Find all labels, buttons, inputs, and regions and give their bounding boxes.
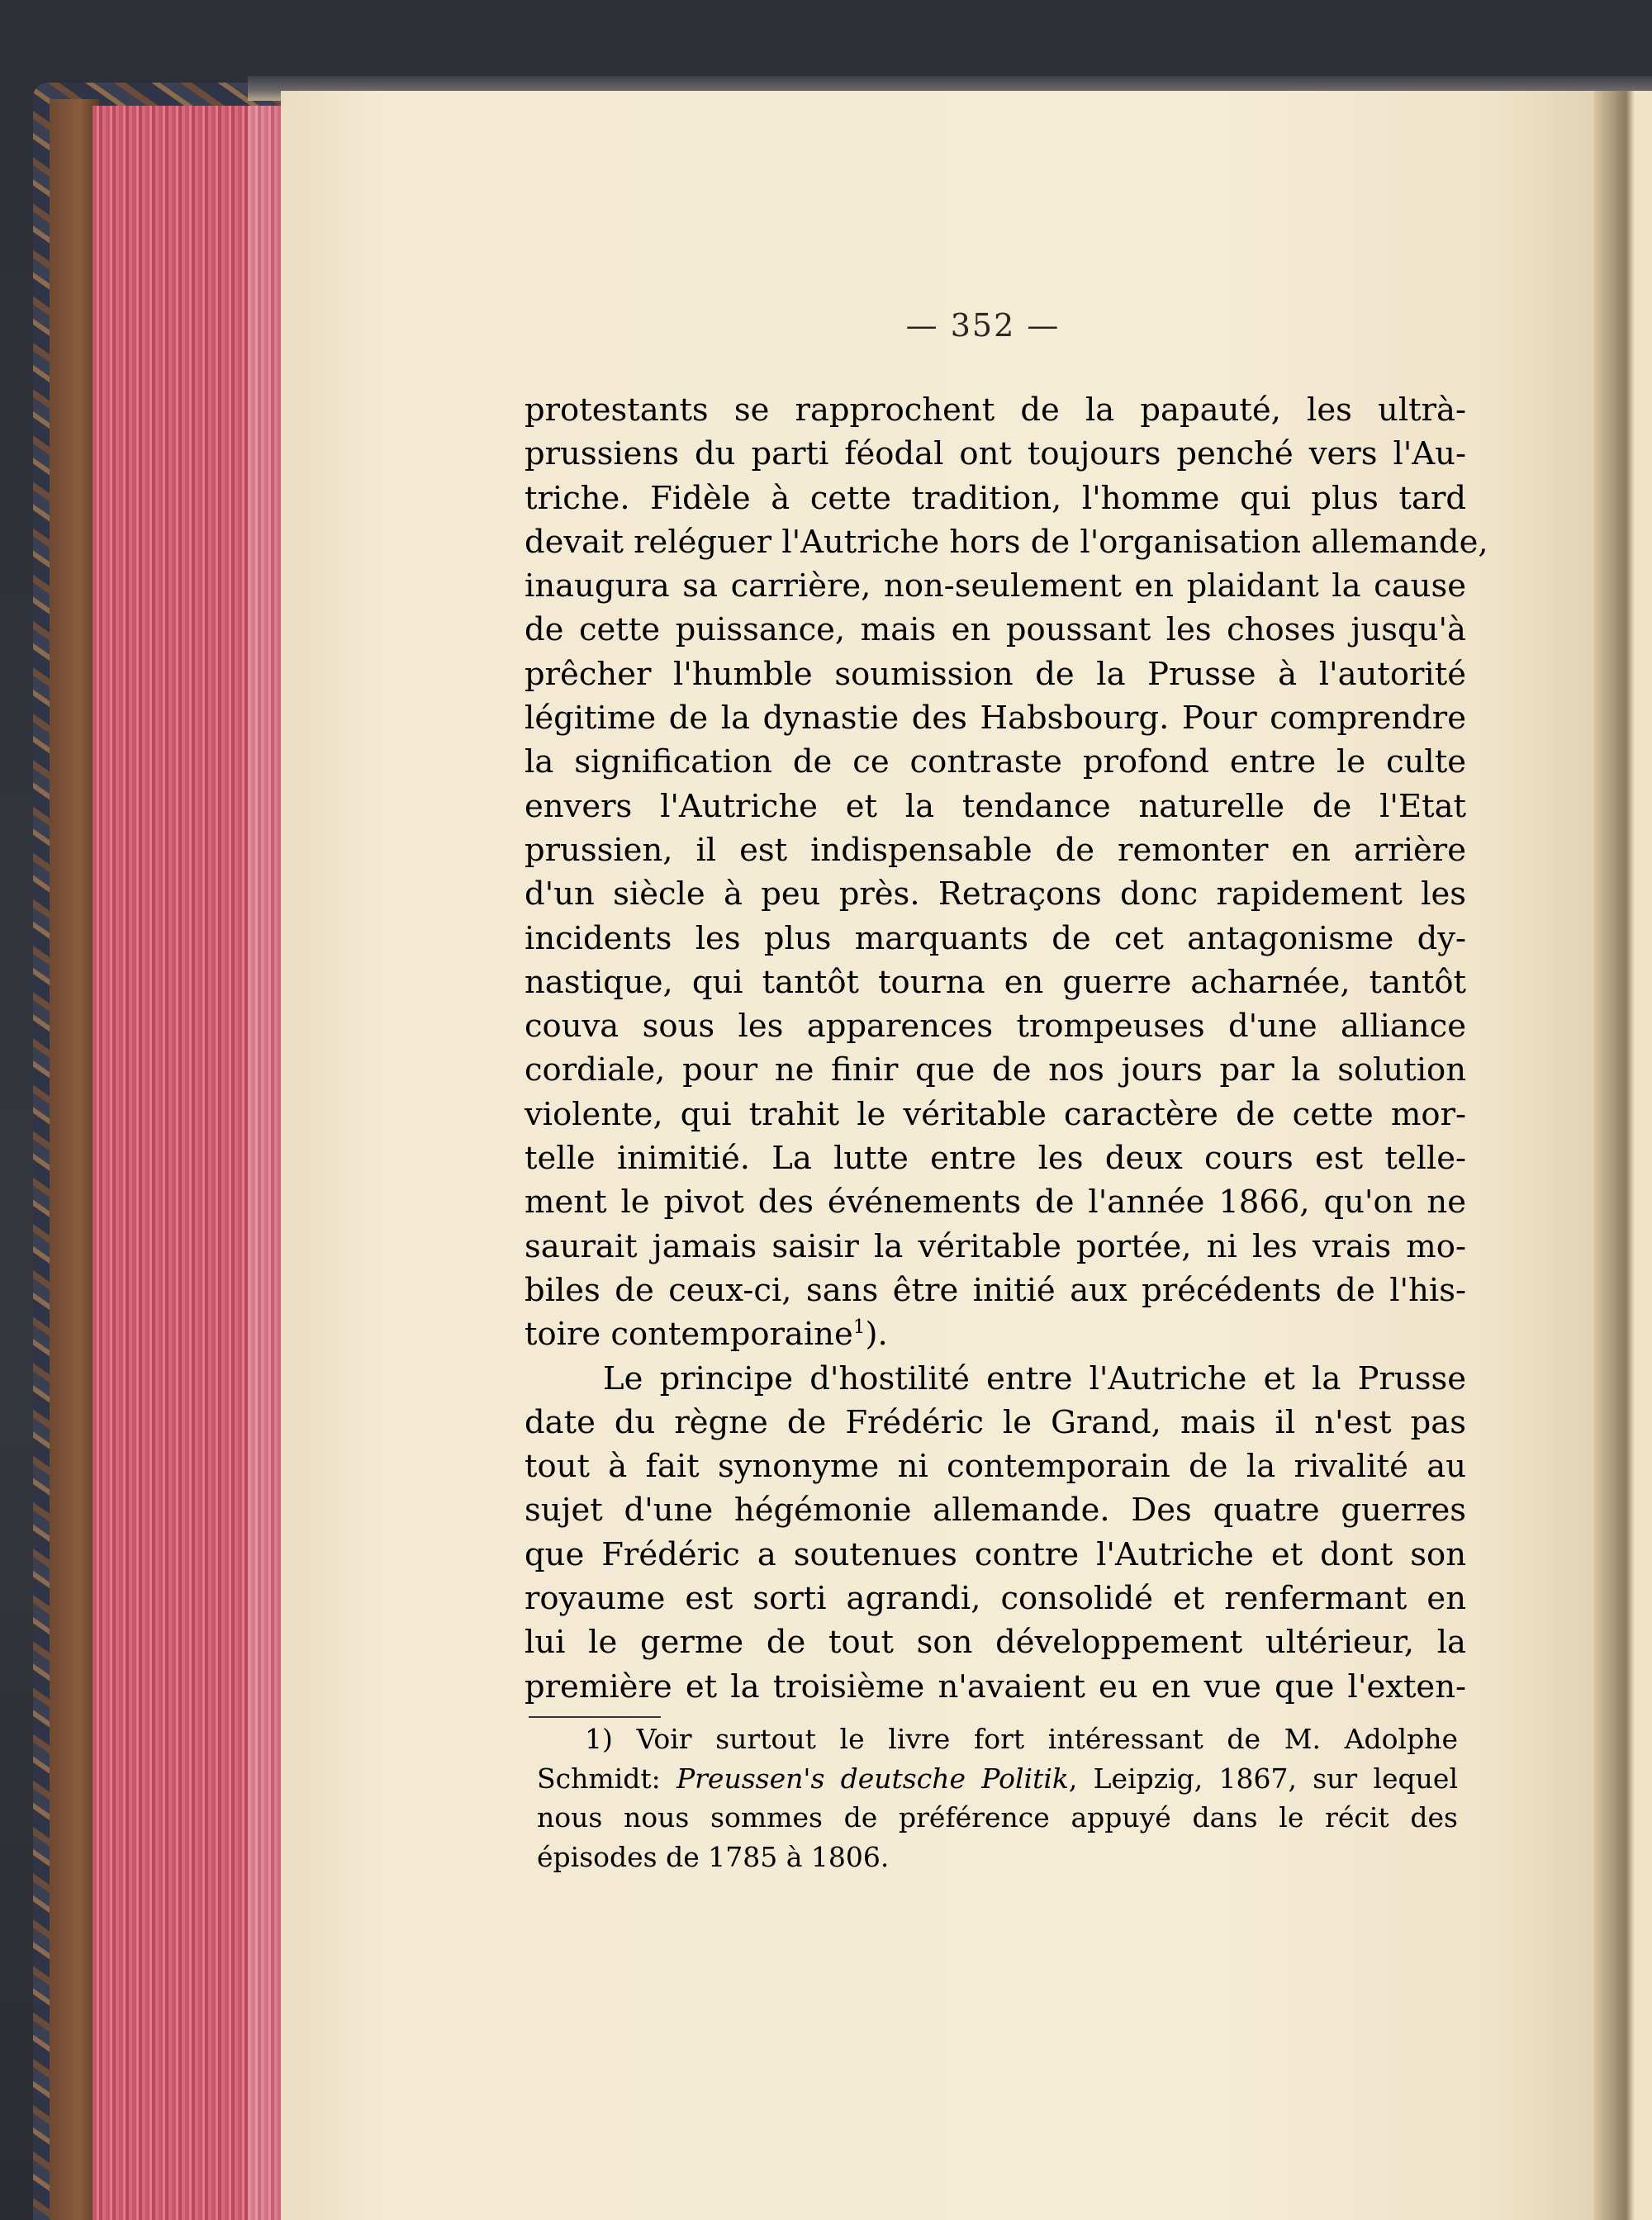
text-line-last-of-paragraph <box>525 1312 1466 1356</box>
text-line: cordiale, pour ne finir que de nos jours par la solution <box>525 1051 1466 1089</box>
footnote-line <box>537 1720 1458 1759</box>
page-number: — 352 — <box>905 307 1061 344</box>
footnote-marker: 1) <box>585 1723 613 1755</box>
text-line: lui le germe de tout son développement ultérieur, la <box>525 1624 1466 1662</box>
text-line: première et la troisième n'avaient eu en vue que l'exten- <box>525 1667 1466 1705</box>
text-line: prêcher l'humble soumission de la Prusse à l'autorité <box>525 655 1466 693</box>
text-line: couva sous les apparences trompeuses d'une alliance <box>525 1008 1466 1046</box>
text-line: saurait jamais saisir la véritable portée, ni les vrais mo- <box>525 1227 1466 1265</box>
text-line: date du règne de Frédéric le Grand, mais il n'est pas <box>525 1403 1466 1441</box>
cited-title: Preussen's deutsche Politik <box>676 1762 1069 1795</box>
text-line: prussiens du parti féodal ont toujours penché vers l'Au- <box>525 435 1466 473</box>
text-line: légitime de la dynastie des Habsbourg. Pour comprendre <box>525 700 1466 738</box>
footnote-line: épisodes de 1785 à 1806. <box>537 1840 890 1873</box>
text-line: telle inimitié. La lutte entre les deux cours est telle- <box>525 1140 1466 1178</box>
text-line: triche. Fidèle à cette tradition, l'homme qui plus tard <box>525 479 1466 517</box>
text-line: toire contemporaine <box>525 1316 853 1354</box>
footnote-line <box>537 1759 1458 1799</box>
text-line: incidents les plus marquants de cet antagonisme dy- <box>525 919 1466 957</box>
footnote-text: Schmidt: <box>537 1762 661 1795</box>
text-line: biles de ceux-ci, sans être initié aux précédents de l'his- <box>525 1271 1466 1309</box>
leather-spine-edge <box>50 99 99 2220</box>
text-line: tout à fait synonyme ni contemporain de la rivalité au <box>525 1448 1466 1486</box>
footnote-text: , Leipzig, 1867, sur lequel <box>1068 1762 1458 1795</box>
text-line: royaume est sorti agrandi, consolidé et renfermant en <box>525 1580 1466 1618</box>
text-line: ment le pivot des événements de l'année 1866, qu'on ne <box>525 1184 1466 1221</box>
text-line: violente, qui trahit le véritable caractère de cette mor- <box>525 1095 1466 1133</box>
footnote <box>537 1720 1458 1876</box>
footnote-reference: 1 <box>852 1316 866 1339</box>
text-line: de cette puissance, mais en poussant les choses jusqu'à <box>525 611 1466 649</box>
footnote-reference-close: ). <box>865 1316 888 1354</box>
paragraph-start-line: Le principe d'hostilité entre l'Autriche et la Prusse <box>603 1359 1466 1397</box>
footnote-separator <box>529 1716 661 1718</box>
text-line: envers l'Autriche et la tendance naturelle de l'Etat <box>525 787 1466 825</box>
page-edge-highlight <box>248 106 306 2220</box>
text-line: la signification de ce contraste profond entre le culte <box>525 743 1466 781</box>
footnote-text: Voir surtout le livre fort intéressant de M. Adolphe <box>636 1723 1458 1755</box>
book-gutter <box>1594 91 1652 2220</box>
text-line: sujet d'une hégémonie allemande. Des quatre guerres <box>525 1492 1466 1530</box>
text-line: protestants se rapprochent de la papauté, les ultrà- <box>525 391 1466 429</box>
text-line: que Frédéric a soutenues contre l'Autriche et dont son <box>525 1535 1466 1573</box>
text-line: prussien, il est indispensable de remonter en arrière <box>525 831 1466 869</box>
text-line: devait reléguer l'Autriche hors de l'organisation allemande, <box>525 523 1488 561</box>
footnote-line: nous nous sommes de préférence appuyé dans le récit des <box>537 1801 1458 1833</box>
body-text <box>525 388 1488 1709</box>
text-line: nastique, qui tantôt tourna en guerre acharnée, tantôt <box>525 963 1466 1001</box>
text-line: d'un siècle à peu près. Retraçons donc rapidement les <box>525 875 1466 913</box>
text-line: inaugura sa carrière, non-seulement en plaidant la cause <box>525 567 1466 605</box>
